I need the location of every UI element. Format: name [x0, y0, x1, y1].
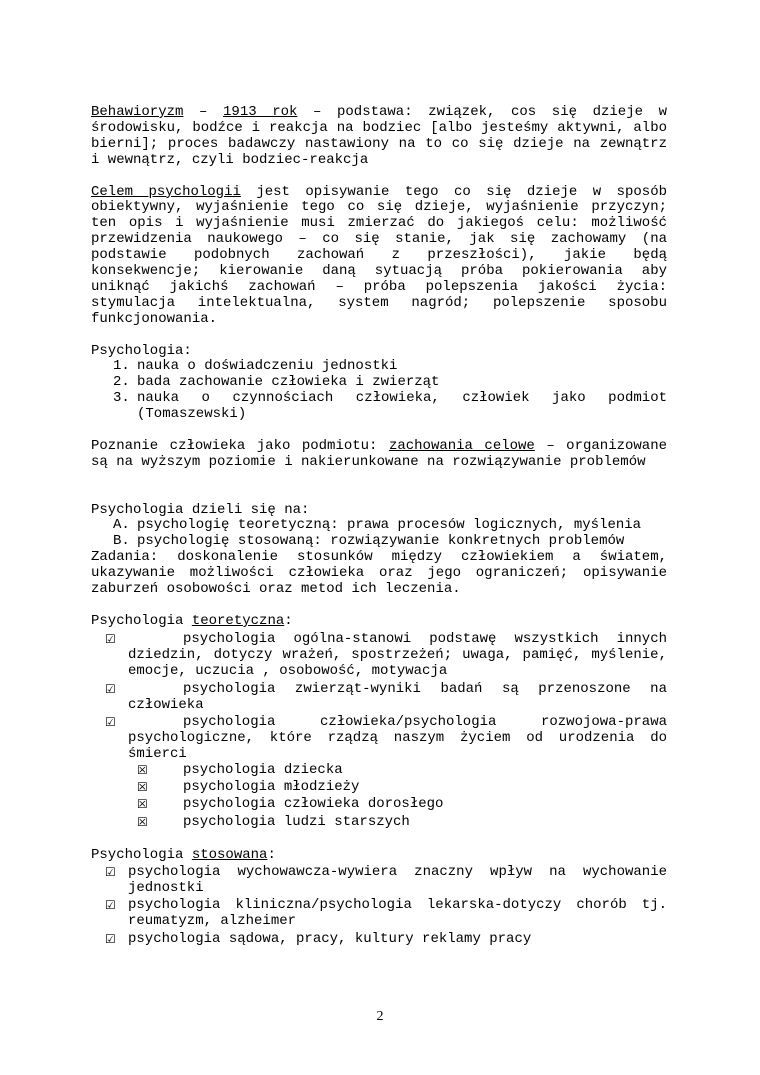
- developmental-sublist: [91, 762, 667, 831]
- sublist-item: [137, 761, 667, 779]
- definition-list: [91, 359, 667, 423]
- item-text: psychologia człowieka dorosłego: [183, 796, 444, 813]
- checkbox-checked-icon: ☑: [105, 898, 116, 912]
- goal-term: Celem psychologii: [91, 183, 241, 200]
- item-number: 1.: [113, 358, 130, 375]
- item-text: psychologia wychowawcza-wywiera znaczny wpływ na wychowanie jednostki: [128, 864, 667, 896]
- checkbox-checked-icon: ☑: [105, 865, 116, 879]
- blank-line: [91, 487, 667, 503]
- heading-colon: :: [284, 612, 293, 629]
- subject-paragraph: [91, 439, 667, 471]
- tasks-paragraph: Zadania: doskonalenie stosunków między człowiekiem a światem, ukazywanie możliwości człowieka oraz jego ograniczeń; opisywanie zaburzeń osobowości oraz metod ich leczenia.: [91, 549, 667, 598]
- theoretical-heading: [91, 614, 667, 630]
- subject-lead: Poznanie człowieka jako podmiotu:: [91, 437, 389, 454]
- list-item: [105, 713, 667, 762]
- heading-term: teoretyczna: [191, 612, 285, 629]
- item-number: 3.: [113, 390, 130, 407]
- list-item: [105, 931, 667, 947]
- theoretical-list: [91, 631, 667, 762]
- item-text: psychologia zwierząt-wyniki badań są przenoszone na człowieka: [128, 680, 667, 713]
- behaviorism-term: Behawioryzm: [91, 104, 184, 120]
- division-list: [91, 518, 667, 550]
- sublist-item: [137, 796, 667, 813]
- definition-item: [113, 374, 667, 391]
- sublist-item: [137, 813, 667, 831]
- blank-line: [91, 169, 667, 185]
- item-text: psychologia młodzieży: [183, 779, 360, 796]
- applied-list: [91, 864, 667, 947]
- item-text: bada zachowanie człowieka i zwierząt: [137, 374, 440, 391]
- item-text: nauka o doświadczeniu jednostki: [137, 358, 398, 375]
- blank-line: [91, 471, 667, 487]
- item-letter: A.: [113, 517, 130, 534]
- heading-colon: :: [267, 847, 276, 863]
- blank-line: [91, 598, 667, 614]
- behaviorism-year: 1913 rok: [223, 104, 298, 120]
- item-text: psychologia człowieka/psychologia rozwojowa-prawa psychologiczne, które rządzą naszym życiem od urodzenia do śmierci: [128, 713, 667, 762]
- behaviorism-text: – podstawa: związek, cos się dzieje w środowisku, bodźce i reakcja na bodziec [albo jesteśmy aktywni, albo bierni]; proces badawczy nastawiony na to co się dzieje na zewnątrz i wewnątrz, czyli bodziec-reakcja: [91, 104, 667, 168]
- blank-line: [91, 423, 667, 439]
- heading-term: stosowana: [191, 847, 268, 863]
- sublist-item: [137, 779, 667, 796]
- applied-heading: [91, 847, 667, 863]
- checkbox-checked-icon: ☑: [105, 631, 116, 646]
- subject-text: – organizowane są na wyższym poziomie i nakierunkowane na rozwiązywanie problemów: [91, 437, 668, 470]
- checkbox-crossed-icon: ☒: [137, 814, 148, 829]
- division-heading: Psychologia dzieli się na:: [91, 501, 310, 518]
- item-text: psychologia kliniczna/psychologia lekarska-dotyczy chorób tj. reumatyzm, alzheimer: [128, 897, 667, 929]
- heading-lead: Psychologia: [91, 612, 192, 629]
- item-text: nauka o czynnościach człowieka, człowiek jako podmiot (Tomaszewski): [137, 390, 667, 423]
- definition-item: [113, 390, 667, 423]
- list-item: [105, 897, 667, 929]
- item-number: 2.: [113, 374, 130, 391]
- goal-text: jest opisywanie tego co się dzieje w sposób obiektywny, wyjaśnienie tego co się dzieje, wyjaśnienie przyczyn; ten opis i wyjaśnienie musi zmierzać do jakiegoś celu: możliwość przewidzenia naukowego – co się stanie, jak się zachowamy (na podstawie podobnych zachowań z przeszłości), jakie będą konsekwencje; kierowanie daną sytuacją próba pokierowania aby uniknąć jakichś zachowań – próba polepszenia jakości życia: stymulacja intelektualna, system nagród; polepszenie sposobu funkcjonowania.: [91, 183, 667, 327]
- item-text: psychologia sądowa, pracy, kultury reklamy pracy: [128, 931, 532, 947]
- page-number: 2: [376, 1009, 384, 1024]
- behaviorism-dash: –: [183, 104, 224, 120]
- checkbox-checked-icon: ☑: [105, 932, 116, 946]
- list-item: [105, 630, 667, 679]
- checkbox-checked-icon: ☑: [105, 681, 116, 696]
- division-item: [113, 517, 667, 534]
- list-item: [105, 864, 667, 896]
- checkbox-crossed-icon: ☒: [137, 780, 148, 795]
- behaviorism-paragraph: [91, 105, 667, 169]
- checkbox-checked-icon: ☑: [105, 714, 116, 729]
- item-text: psychologię stosowaną: rozwiązywanie konkretnych problemów: [137, 533, 625, 550]
- blank-line: [91, 328, 667, 344]
- item-text: psychologia dziecka: [183, 761, 343, 778]
- goal-paragraph: [91, 185, 667, 328]
- item-text: psychologia ogólna-stanowi podstawę wszystkich innych dziedzin, dotyczy wrażeń, spostrzeżeń; uwaga, pamięć, myślenie, emocje, uczucia , osobowość, motywacja: [128, 630, 667, 679]
- definition-item: [113, 358, 667, 375]
- checkbox-crossed-icon: ☒: [137, 762, 148, 777]
- list-item: [105, 680, 667, 713]
- division-item: [113, 533, 667, 550]
- subject-term: zachowania celowe: [388, 437, 535, 454]
- item-text: psychologię teoretyczną: prawa procesów logicznych, myślenia: [137, 517, 642, 534]
- checkbox-crossed-icon: ☒: [137, 797, 148, 812]
- heading-lead: Psychologia: [91, 847, 192, 863]
- item-letter: B.: [113, 533, 130, 550]
- item-text: psychologia ludzi starszych: [183, 813, 410, 830]
- definition-heading: Psychologia:: [91, 342, 192, 359]
- document-page: [91, 105, 667, 947]
